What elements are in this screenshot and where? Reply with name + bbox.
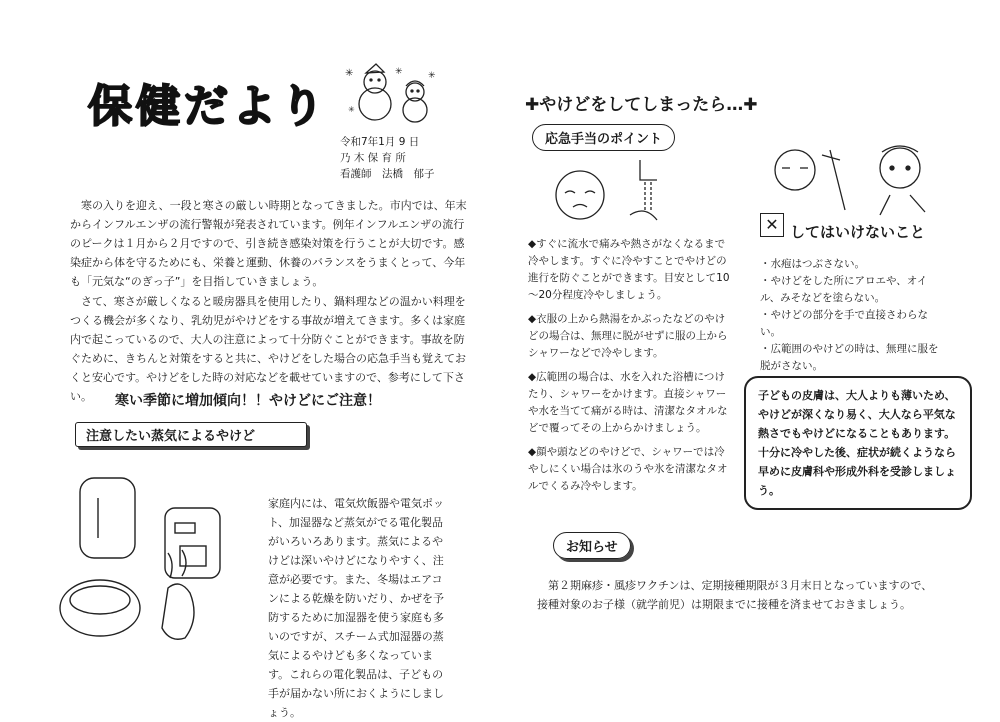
x-mark-icon: ✕ (760, 213, 784, 237)
list-item: ◆衣服の上から熱湯をかぶったなどのやけどの場合は、無理に脱がせずに服の上からシャワーなどで冷やします。 (528, 313, 728, 359)
notice-label: お知らせ (553, 532, 631, 559)
skin-note-box: 子どもの皮膚は、大人よりも薄いため、やけどが深くなり易く、大人なら平気な熱さでもやけどになることもあります。十分に冷やした後、症状が続くようなら早めに皮膚科や形成外科を受診しましょう。 (744, 376, 972, 510)
intro-paragraph-1: 寒の入りを迎え、一段と寒さの厳しい時期となってきました。市内では、年末からインフルエンザの流行警報が発表されています。例年インフルエンザの流行のピークは１月から２月ですので、引き続き感染対策を行うことが大切です。感染症から体を守るためにも、栄養と運動、休養のバランスをうまくとって、今年も「元気な“のぎっ子”」を目指していきましょう。 (70, 199, 467, 288)
list-item: ・水疱はつぶさない。 (760, 258, 865, 270)
plus-icon: ✚ (525, 95, 540, 115)
svg-text:✳: ✳ (345, 68, 354, 79)
header-info (340, 134, 450, 182)
dont-heading: してはいけないこと (790, 223, 926, 241)
children-illustration (760, 140, 940, 220)
first-aid-points (528, 236, 733, 495)
steam-subheading: 注意したい蒸気によるやけど (75, 422, 307, 447)
list-item: ・広範囲のやけどの時は、無理に服を脱がさない。 (760, 343, 939, 372)
snowman-illustration (340, 62, 440, 132)
steam-paragraph: 家庭内には、電気炊飯器や電気ポット、加湿器など蒸気がでる電化製品がいろいろあります。蒸気によるやけどは深いやけどになりやすく、注意が必要です。また、冬場はエアコンによる乾燥を防いだり、かぜを予防するために加湿器を使う家庭も多いのですが、スチーム式加湿器の蒸気によるやけども多くなっています。これらの電化製品は、子どもの手が届かない所におくようにしましょう。 (268, 497, 444, 719)
svg-text:✳: ✳ (348, 105, 355, 114)
appliances-illustration (50, 468, 250, 658)
list-item: ◆広範囲の場合は、水を入れた浴槽につけたり、シャワーをかけます。直接シャワーや水を当てて痛がる時は、清潔なタオルなどで覆ってその上からかけましょう。 (528, 371, 728, 434)
dont-list (760, 256, 940, 375)
author: 看護師 法橋 郁子 (340, 168, 435, 180)
plus-icon: ✚ (743, 95, 758, 115)
issue-date: 令和7年1月 9 日 (340, 136, 420, 148)
intro-paragraph-2: さて、寒さが厳しくなると暖房器具を使用したり、鍋料理などの温かい料理をつくる機会が多くなり、乳幼児がやけどをする事故が増えてきます。多くは家庭内で起こっているので、大人の注意によって十分防ぐことができます。事故を防ぐために、きちんと対策をすると共に、やけどをした場合の応急手当も覚えておくと安心です。やけどをした時の対応などを載せていますので、参考にして下さい。 (70, 295, 466, 403)
winter-heading: 寒い季節に増加傾向！！やけどにご注意！ (115, 393, 381, 409)
list-item: ◆すぐに流水で痛みや熱さがなくなるまで冷やします。すぐに冷やすことでやけどの進行を防ぐことができます。目安として10～20分程度冷やしましょう。 (528, 238, 730, 301)
svg-text:✳: ✳ (395, 67, 403, 77)
list-item: ・やけどをした所にアロエや、オイル、みそなどを塗らない。 (760, 275, 928, 304)
organization: 乃 木 保 育 所 (340, 152, 406, 164)
svg-text:✳: ✳ (428, 71, 436, 81)
list-item: ◆顔や頭などのやけどで、シャワーでは冷やしにくい場合は氷のうや氷を清潔なタオルでくるみ冷やします。 (528, 446, 728, 492)
burn-heading (525, 90, 758, 115)
burn-heading-text: やけどをしてしまったら… (539, 95, 744, 115)
running-water-illustration (545, 160, 675, 235)
notice-text: 第２期麻疹・風疹ワクチンは、定期接種期限が３月末日となっていますので、接種対象のお子様（就学前児）は期限までに接種を済ませておきましょう。 (537, 579, 933, 611)
list-item: ・やけどの部分を手で直接さわらない。 (760, 309, 928, 338)
page-title: 保健だより (88, 81, 328, 132)
first-aid-label: 応急手当のポイント (532, 124, 675, 151)
